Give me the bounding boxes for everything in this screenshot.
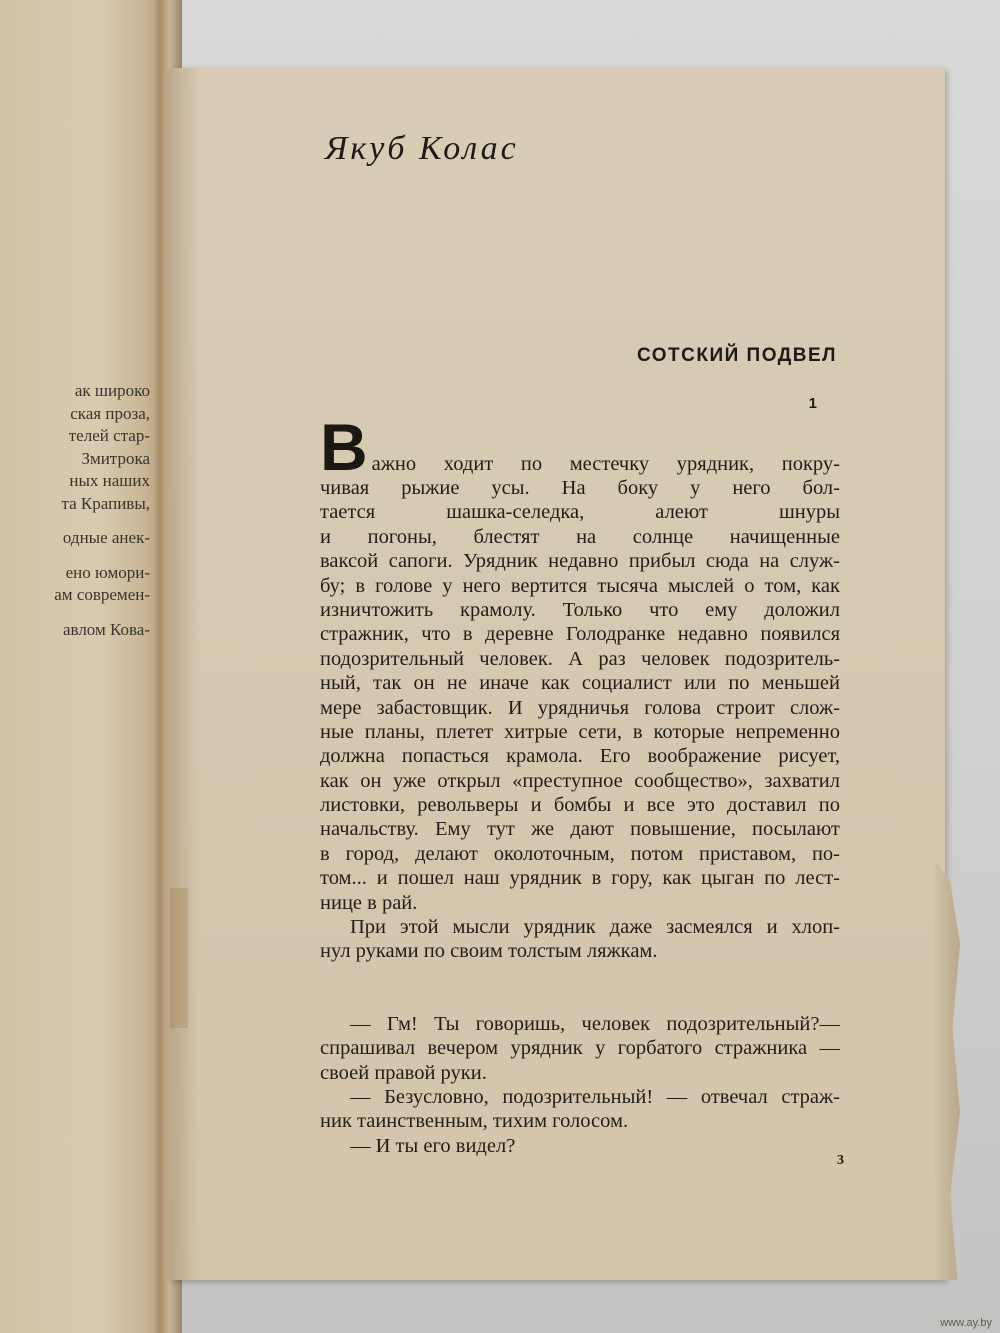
- dialogue-paragraph: [320, 1134, 840, 1158]
- author-name: Якуб Колас: [325, 130, 519, 167]
- text-line: ные планы, плетет хитрые сети, в которые непременно: [320, 720, 840, 743]
- text-line: нице в рай.: [320, 891, 418, 914]
- dialogue-paragraph: [320, 1085, 840, 1134]
- text-line: листовки, револьверы и бомбы и все это доставил по: [320, 794, 840, 817]
- section-gap: [320, 964, 840, 1012]
- chapter-title: СОТСКИЙ ПОДВЕЛ: [637, 345, 837, 366]
- left-line: ных наших: [69, 471, 150, 490]
- left-line: авлом Кова-: [62, 619, 150, 639]
- text-line: — Гм! Ты говоришь, человек подозрительный?—: [350, 1012, 840, 1035]
- left-line-gap: [0, 515, 150, 527]
- left-line: ам современ-: [54, 585, 150, 604]
- left-line: телей стар-: [68, 426, 150, 445]
- text-line: ный, так он не иначе как социалист или по меньшей: [320, 672, 840, 695]
- paragraph-1: [320, 476, 840, 915]
- dialogue-paragraph: [320, 1012, 840, 1085]
- left-line: та Крапивы,: [61, 493, 150, 513]
- text-line: спрашивал вечером урядник у горбатого стражника —: [320, 1037, 840, 1060]
- paragraph-2: [320, 915, 840, 964]
- body-text: [320, 410, 840, 1158]
- text-line: нул руками по своим толстым ляжкам.: [320, 940, 658, 963]
- text-line: изничтожить крамолу. Только что ему доложил: [320, 598, 840, 621]
- text-line: — И ты его видел?: [350, 1134, 516, 1157]
- left-line: ак широко: [74, 381, 150, 400]
- first-line: [320, 410, 840, 484]
- text-line: в город, делают околоточным, потом приставом, по-: [320, 842, 840, 865]
- text-line: чивая рыжие усы. На боку у него бол-: [320, 477, 840, 499]
- left-line: ская проза,: [70, 403, 150, 423]
- watermark: www.ay.by: [940, 1317, 992, 1329]
- paper-stain: [170, 888, 188, 1028]
- text-line: начальству. Ему тут же дают повышение, посылают: [320, 818, 840, 841]
- text-line: том... и пошел наш урядник в гору, как цыган по лест-: [320, 867, 840, 890]
- text-line: При этой мысли урядник даже засмеялся и хлоп-: [350, 916, 840, 939]
- left-line: Змитрока: [81, 448, 150, 468]
- text-line: как он уже открыл «преступное сообщество», захватил: [320, 769, 840, 792]
- text-line: подозрительный человек. А раз человек подозритель-: [320, 647, 840, 670]
- text-line: своей правой руки.: [320, 1061, 487, 1084]
- text-line: должна попасться крамола. Его воображение рисует,: [320, 745, 840, 768]
- drop-cap: В: [320, 410, 368, 484]
- left-page: [0, 0, 165, 1333]
- dialogue: [320, 1012, 840, 1158]
- text-line: ваксой сапоги. Урядник недавно прибыл сюда на служ-: [320, 550, 840, 573]
- text-line: — Безусловно, подозрительный! — отвечал страж-: [350, 1085, 840, 1108]
- left-line-gap: [0, 607, 150, 619]
- left-line: ено юмори-: [65, 562, 150, 582]
- text-line: бу; в голове у него вертится тысяча мыслей о том, как: [320, 574, 840, 597]
- gutter-shadow: [170, 68, 200, 1280]
- text-line: стражник, что в деревне Голодранке недавно появился: [320, 623, 840, 646]
- text-line: ник таинственным, тихим голосом.: [320, 1110, 629, 1133]
- left-line: одные анек-: [62, 528, 150, 547]
- section-number: 1: [808, 395, 817, 412]
- left-line-gap: [0, 550, 150, 562]
- text-line: тается шашка-селедка, алеют шнуры: [320, 501, 840, 524]
- page-number: 3: [837, 1153, 844, 1168]
- torn-page-edge: [935, 860, 960, 1280]
- text-line: мере забастовщик. И урядничья голова строит слож-: [320, 696, 840, 719]
- text-line: ажно ходит по местечку урядник, покру-: [371, 452, 840, 475]
- right-page: [170, 68, 945, 1280]
- text-line: и погоны, блестят на солнце начищенные: [320, 525, 840, 548]
- left-page-text: [0, 380, 150, 641]
